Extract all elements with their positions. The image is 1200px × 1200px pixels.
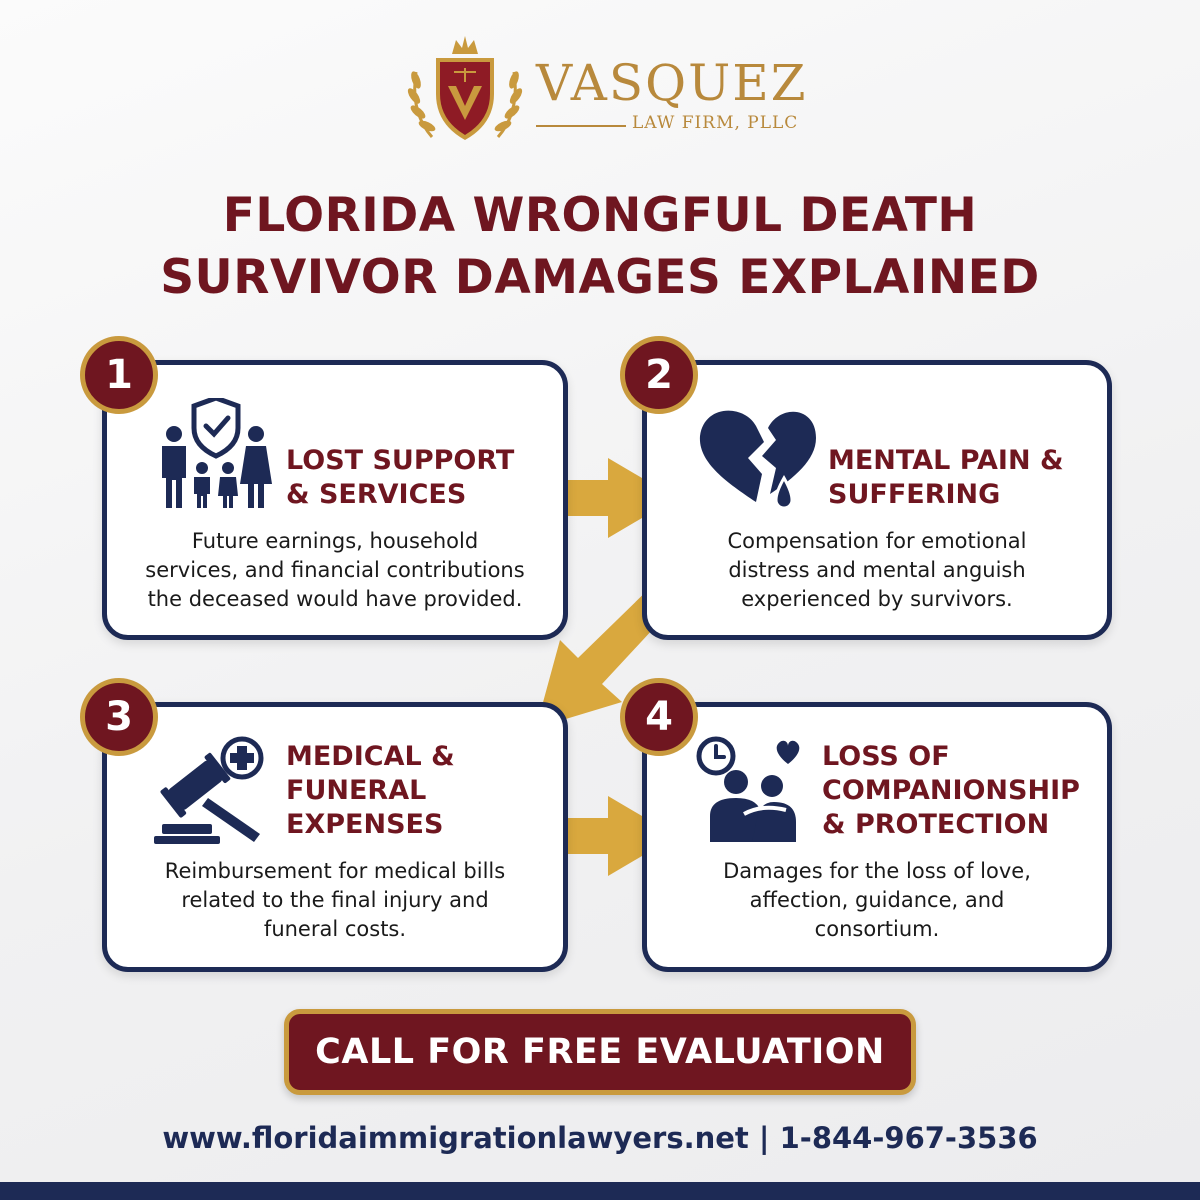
card-2-heading (828, 444, 1064, 512)
card-2-description (647, 527, 1107, 614)
family-shield-icon (152, 398, 278, 510)
card-3-heading (286, 740, 455, 842)
card-4-desc-line-1: Damages for the loss of love, (723, 859, 1031, 883)
card-4-heading-line-2: COMPANIONSHIP (822, 775, 1080, 806)
card-1-desc-line-1: Future earnings, household (191, 529, 479, 553)
brand-name: VASQUEZ (536, 54, 808, 112)
card-4-desc-line-3: consortium. (814, 917, 940, 941)
card-2-heading-line-1: MENTAL PAIN & (828, 445, 1064, 476)
step-badge-3: 3 (80, 678, 158, 756)
footer-contact (0, 1121, 1200, 1155)
broken-heart-icon (696, 402, 820, 518)
card-3-desc-line-1: Reimbursement for medical bills (164, 859, 506, 883)
card-4-desc-line-2: affection, guidance, and (749, 888, 1005, 912)
card-1-heading-line-2: & SERVICES (286, 479, 467, 510)
brand-subtitle: LAW FIRM, PLLC (632, 113, 799, 133)
card-1-description (107, 527, 563, 614)
step-badge-1: 1 (80, 336, 158, 414)
free-evaluation-button[interactable]: CALL FOR FREE EVALUATION (284, 1009, 916, 1095)
card-2-desc-line-3: experienced by survivors. (741, 587, 1013, 611)
card-3-heading-line-3: EXPENSES (286, 809, 444, 840)
step-badge-2: 2 (620, 336, 698, 414)
card-2-heading-line-2: SUFFERING (828, 479, 1001, 510)
phone-link[interactable]: 1-844-967-3536 (779, 1121, 1038, 1155)
gavel-medical-icon (152, 736, 272, 846)
page-title-line-1: FLORIDA WRONGFUL DEATH (222, 188, 978, 243)
card-4-heading-line-3: & PROTECTION (822, 809, 1050, 840)
card-3-heading-line-1: MEDICAL & (286, 741, 455, 772)
card-1-desc-line-3: the deceased would have provided. (147, 587, 523, 611)
card-4-heading (822, 740, 1080, 842)
card-3-description (107, 857, 563, 944)
card-2-desc-line-1: Compensation for emotional (727, 529, 1027, 553)
card-4-heading-line-1: LOSS OF (822, 741, 950, 772)
website-link[interactable]: www.floridaimmigrationlawyers.net (162, 1121, 749, 1155)
page-title-line-2: SURVIVOR DAMAGES EXPLAINED (160, 250, 1040, 305)
card-4-description (647, 857, 1107, 944)
card-1-heading-line-1: LOST SUPPORT (286, 445, 515, 476)
card-3-desc-line-2: related to the final injury and (181, 888, 489, 912)
card-1-desc-line-2: services, and financial contributions (145, 558, 525, 582)
card-2-desc-line-2: distress and mental anguish (728, 558, 1026, 582)
embrace-heart-icon (696, 734, 810, 846)
step-badge-4: 4 (620, 678, 698, 756)
card-3-desc-line-3: funeral costs. (263, 917, 407, 941)
card-3-heading-line-2: FUNERAL (286, 775, 427, 806)
card-1-heading (286, 444, 514, 512)
footer-separator: | (758, 1121, 770, 1155)
bottom-bar (0, 1182, 1200, 1200)
